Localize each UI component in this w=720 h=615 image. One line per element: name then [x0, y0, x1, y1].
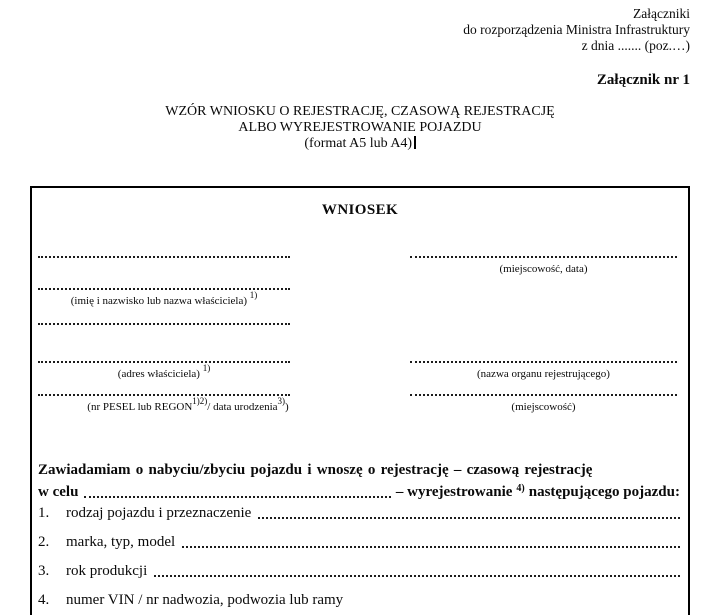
- statement-in-purpose: w celu: [38, 484, 79, 500]
- item-label: rodzaj pojazdu i przeznaczenie: [66, 505, 252, 521]
- authority-line[interactable]: [410, 361, 677, 363]
- document-title-line1: WZÓR WNIOSKU O REJESTRACJĘ, CZASOWĄ REJESTRACJĘ: [165, 104, 555, 119]
- item-number: 2.: [38, 534, 50, 550]
- owner-name-line-1[interactable]: [38, 256, 290, 258]
- owner-name-label-text: (imię i nazwisko lub nazwa właściciela): [70, 295, 247, 307]
- owner-address-line-2[interactable]: [38, 361, 290, 363]
- pesel-regon-line[interactable]: [38, 394, 290, 396]
- item-number: 3.: [38, 563, 50, 579]
- place-line[interactable]: [410, 394, 677, 396]
- form-heading: WNIOSEK: [321, 202, 399, 218]
- item-label: rok produkcji: [66, 563, 148, 579]
- item-label: numer VIN / nr nadwozia, podwozia lub ramy: [66, 592, 344, 608]
- make-model-fill-line[interactable]: [182, 546, 680, 548]
- owner-name-label: [38, 290, 290, 308]
- place-date-label: (miejscowość, data): [499, 263, 588, 275]
- production-year-fill-line[interactable]: [154, 575, 680, 577]
- list-item-vin: [38, 590, 680, 610]
- authority-label: (nazwa organu rejestrującego): [477, 368, 610, 380]
- item-label: marka, typ, model: [66, 534, 176, 550]
- owner-address-label: [38, 363, 290, 381]
- document-title: [0, 104, 720, 152]
- annex-note-line3: z dnia ....... (poz.…): [581, 38, 690, 53]
- application-form-box: [30, 186, 690, 615]
- item-number: 1.: [38, 505, 50, 521]
- pesel-label-end: ): [285, 401, 289, 413]
- statement-deregistration: – wyrejestrowanie: [395, 484, 513, 500]
- vehicle-type-fill-line[interactable]: [258, 517, 680, 519]
- purpose-fill-line[interactable]: [84, 496, 390, 498]
- owner-address-line-1[interactable]: [38, 323, 290, 325]
- footnote-ref-3: 3): [277, 396, 286, 407]
- document-title-line2: ALBO WYREJESTROWANIE POJAZDU: [238, 120, 482, 135]
- footnote-ref-12: 1)2): [192, 396, 208, 407]
- document-title-line3: [0, 136, 720, 152]
- list-item-production-year: [38, 561, 680, 581]
- format-note: (format A5 lub A4): [304, 136, 413, 151]
- annex-note-line1: Załączniki: [633, 6, 690, 21]
- annex-note-line2: do rozporządzenia Ministra Infrastruktury: [463, 22, 690, 37]
- item-number: 4.: [38, 592, 50, 608]
- statement-line2: w celu – wyrejestrowanie $^{4)}$ następującego pojazdu:: [38, 481, 680, 503]
- pesel-label-main: (nr PESEL lub REGON: [87, 401, 193, 413]
- footnote-ref-1b: 1): [202, 363, 211, 374]
- pesel-regon-label: [38, 396, 338, 414]
- place-label: (miejscowość): [511, 401, 576, 413]
- owner-address-label-text: (adres właściciela): [117, 368, 200, 380]
- list-item-make-model: [38, 532, 680, 552]
- statement-following-vehicle: następującego pojazdu:: [528, 484, 680, 500]
- annex-number: Załącznik nr 1: [596, 72, 690, 88]
- place-date-line[interactable]: [410, 256, 677, 258]
- statement-paragraph: [38, 459, 680, 503]
- pesel-label-mid: / data urodzenia: [207, 401, 278, 413]
- list-item-vehicle-type: [38, 503, 680, 523]
- footnote-ref-1: 1): [249, 290, 258, 301]
- annex-note: [463, 6, 690, 54]
- text-cursor: [414, 136, 416, 149]
- statement-line1: Zawiadamiam o nabyciu/zbyciu pojazdu i wnoszę o rejestrację – czasową rejestrację: [38, 462, 593, 478]
